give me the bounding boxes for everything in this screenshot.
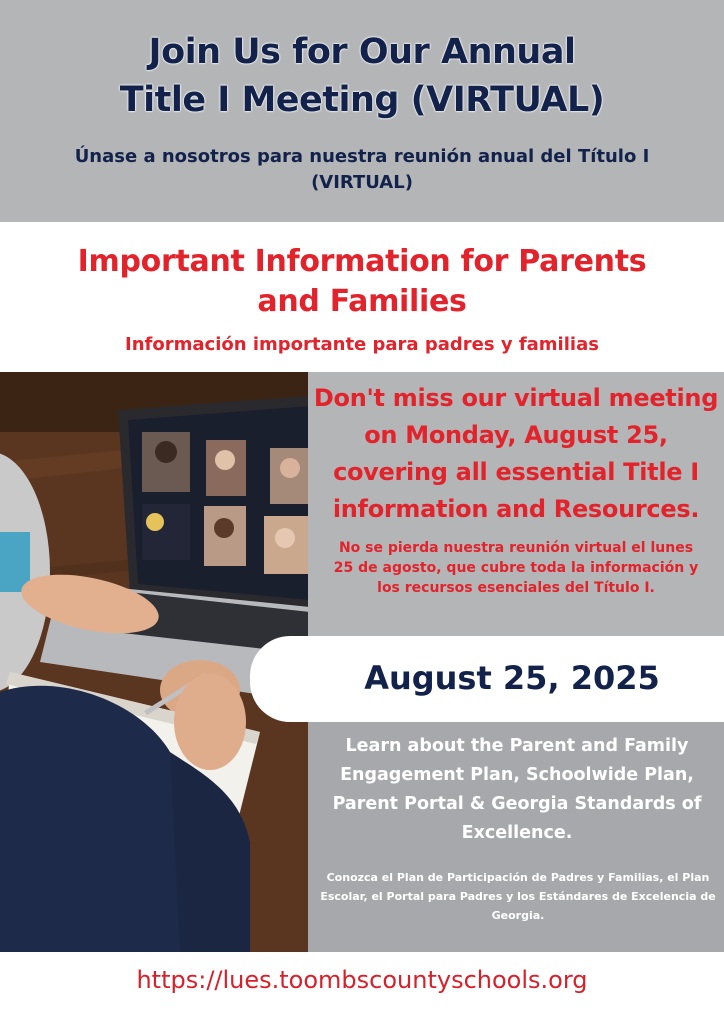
title-line-2: Title I Meeting (VIRTUAL)	[119, 80, 605, 120]
page-subtitle-spanish: Únase a nosotros para nuestra reunión anual del Título I (VIRTUAL)	[74, 146, 650, 193]
info-heading-line-1: Important Information for Parents	[77, 244, 647, 279]
school-website-link[interactable]: https://lues.toombscountyschools.org	[136, 966, 588, 994]
meeting-announcement-spanish: No se pierda nuestra reunión virtual el lunes 25 de agosto, que cubre toda la información y los recursos esenciales del Título I.	[333, 540, 699, 596]
info-subheading-spanish: Información importante para padres y familias	[125, 334, 599, 355]
meeting-announcement-english: Don't miss our virtual meeting on Monday, August 25, covering all essential Title I information and Resources.	[313, 384, 719, 523]
learn-about-spanish: Conozca el Plan de Participación de Padres y Familias, el Plan Escolar, el Portal para Padres y los Estándares de Excelencia de Georgia.	[320, 871, 716, 922]
info-heading-line-2: and Families	[257, 284, 467, 319]
info-heading	[20, 242, 704, 322]
title-line-1: Join Us for Our Annual	[148, 32, 576, 72]
learn-about-english: Learn about the Parent and Family Engagement Plan, Schoolwide Plan, Parent Portal & Georgia Standards of Excellence.	[332, 736, 702, 843]
page-title	[0, 28, 724, 124]
meeting-date: August 25, 2025	[364, 659, 660, 697]
